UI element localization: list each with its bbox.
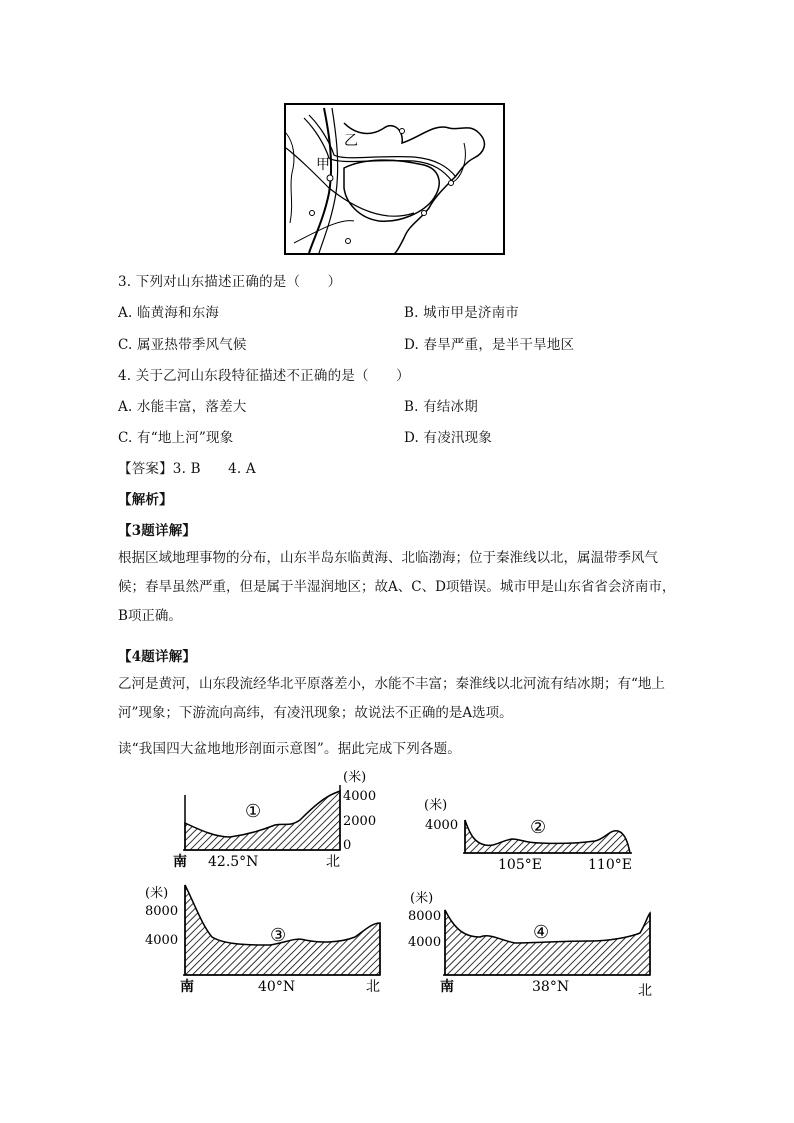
q4-option-c: C. 有“地上河”现象: [118, 430, 234, 446]
analysis-heading: 【解析】: [118, 492, 173, 508]
profile-1-unit: (米): [343, 770, 367, 785]
profile-2-unit: (米): [424, 798, 448, 813]
profile-1-number: ①: [245, 801, 262, 822]
profile-1: [173, 769, 376, 870]
q3-stem: 3. 下列对山东描述正确的是（ ）: [118, 274, 342, 290]
q4-option-d: D. 有凌汛现象: [404, 430, 493, 446]
profile-1-left: 南: [173, 854, 187, 870]
profile-4-y1: 8000: [408, 909, 442, 924]
q3-option-b: B. 城市甲是济南市: [404, 305, 520, 321]
map-label-jia: 甲: [316, 157, 330, 173]
q3-detail-heading: 【3题详解】: [118, 523, 197, 539]
profile-4-left: 南: [440, 979, 454, 995]
q3-option-d: D. 春旱严重，是半干旱地区: [404, 337, 575, 353]
profile-1-y3: 0: [343, 838, 352, 853]
profile-3-left: 南: [180, 979, 194, 995]
map-label-yi: 乙: [344, 133, 358, 149]
profile-1-y1: 4000: [343, 789, 377, 804]
profile-4-number: ④: [533, 922, 550, 943]
basin-profiles: [140, 765, 660, 1000]
q4-detail-text: 乙河是黄河，山东段流经华北平原落差小，水能不丰富；秦淮线以北河流有结冰期；有“地上河”现象；下游流向高纬，有凌汛现象；故说法不正确的是A选项。: [118, 676, 665, 721]
profile-4-y2: 4000: [408, 935, 442, 950]
profile-1-lat: 42.5°N: [208, 854, 259, 870]
q3-option-c: C. 属亚热带季风气候: [118, 337, 247, 353]
profile-4-unit: (米): [410, 891, 434, 906]
profile-3-unit: (米): [145, 886, 169, 901]
q4-option-b: B. 有结冰期: [404, 399, 478, 415]
shandong-map: [284, 103, 505, 255]
profile-4-lat: 38°N: [532, 979, 570, 995]
q3-option-a: A. 临黄海和东海: [118, 305, 220, 321]
profile-2-y1: 4000: [425, 818, 459, 833]
profile-2: [424, 797, 632, 873]
profile-3: [145, 885, 380, 995]
profile-2-number: ②: [530, 817, 547, 838]
profile-2-x2: 110°E: [588, 857, 632, 873]
answer-line: 【答案】3. B 4. A: [118, 461, 256, 477]
profile-3-y2: 4000: [145, 933, 179, 948]
q4-stem: 4. 关于乙河山东段特征描述不正确的是（ ）: [118, 368, 410, 384]
intro-text: 读“我国四大盆地地形剖面示意图”。据此完成下列各题。: [118, 741, 462, 757]
q3-detail-text: 根据区域地理事物的分布，山东半岛东临黄海、北临渤海；位于秦淮线以北，属温带季风气候；春旱虽然严重，但是属于半湿润地区；故A、C、D项错误。城市甲是山东省省会济南市，B项正确。: [118, 550, 676, 624]
profile-3-lat: 40°N: [258, 979, 296, 995]
profile-1-right: 北: [326, 854, 340, 870]
profile-3-right: 北: [366, 979, 380, 995]
profile-2-x1: 105°E: [498, 857, 542, 873]
profile-4-right: 北: [638, 983, 652, 999]
profile-1-y2: 2000: [343, 814, 377, 829]
profile-3-number: ③: [270, 925, 287, 946]
q4-detail-heading: 【4题详解】: [118, 649, 197, 665]
profile-4: [408, 890, 652, 999]
q4-option-a: A. 水能丰富，落差大: [118, 399, 247, 415]
profile-3-y1: 8000: [145, 904, 179, 919]
